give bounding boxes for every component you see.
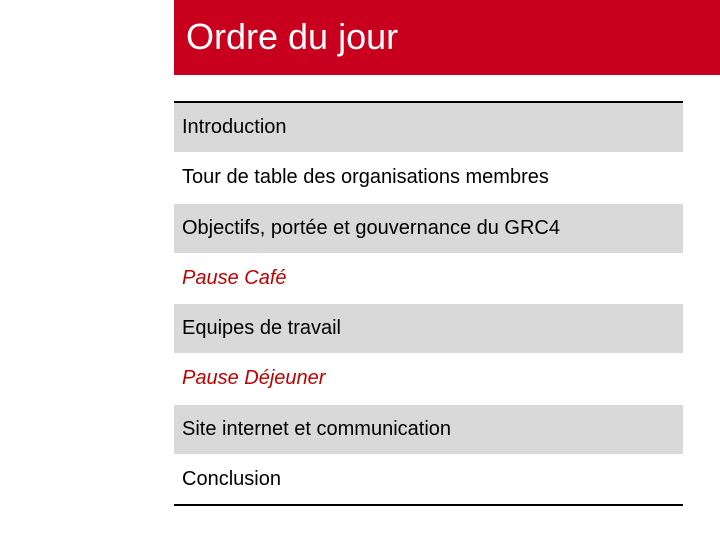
agenda-item: Introduction [174,103,683,152]
agenda-table [174,101,683,506]
agenda-break-item: Pause Café [174,253,683,303]
agenda-item: Conclusion [174,454,683,504]
title-bar [174,0,720,75]
agenda-item: Equipes de travail [174,303,683,353]
slide-title: Ordre du jour [186,16,399,57]
agenda-break-item: Pause Déjeuner [174,353,683,403]
agenda-item: Site internet et communication [174,404,683,454]
agenda-item: Objectifs, portée et gouvernance du GRC4 [174,203,683,253]
agenda-item: Tour de table des organisations membres [174,152,683,202]
